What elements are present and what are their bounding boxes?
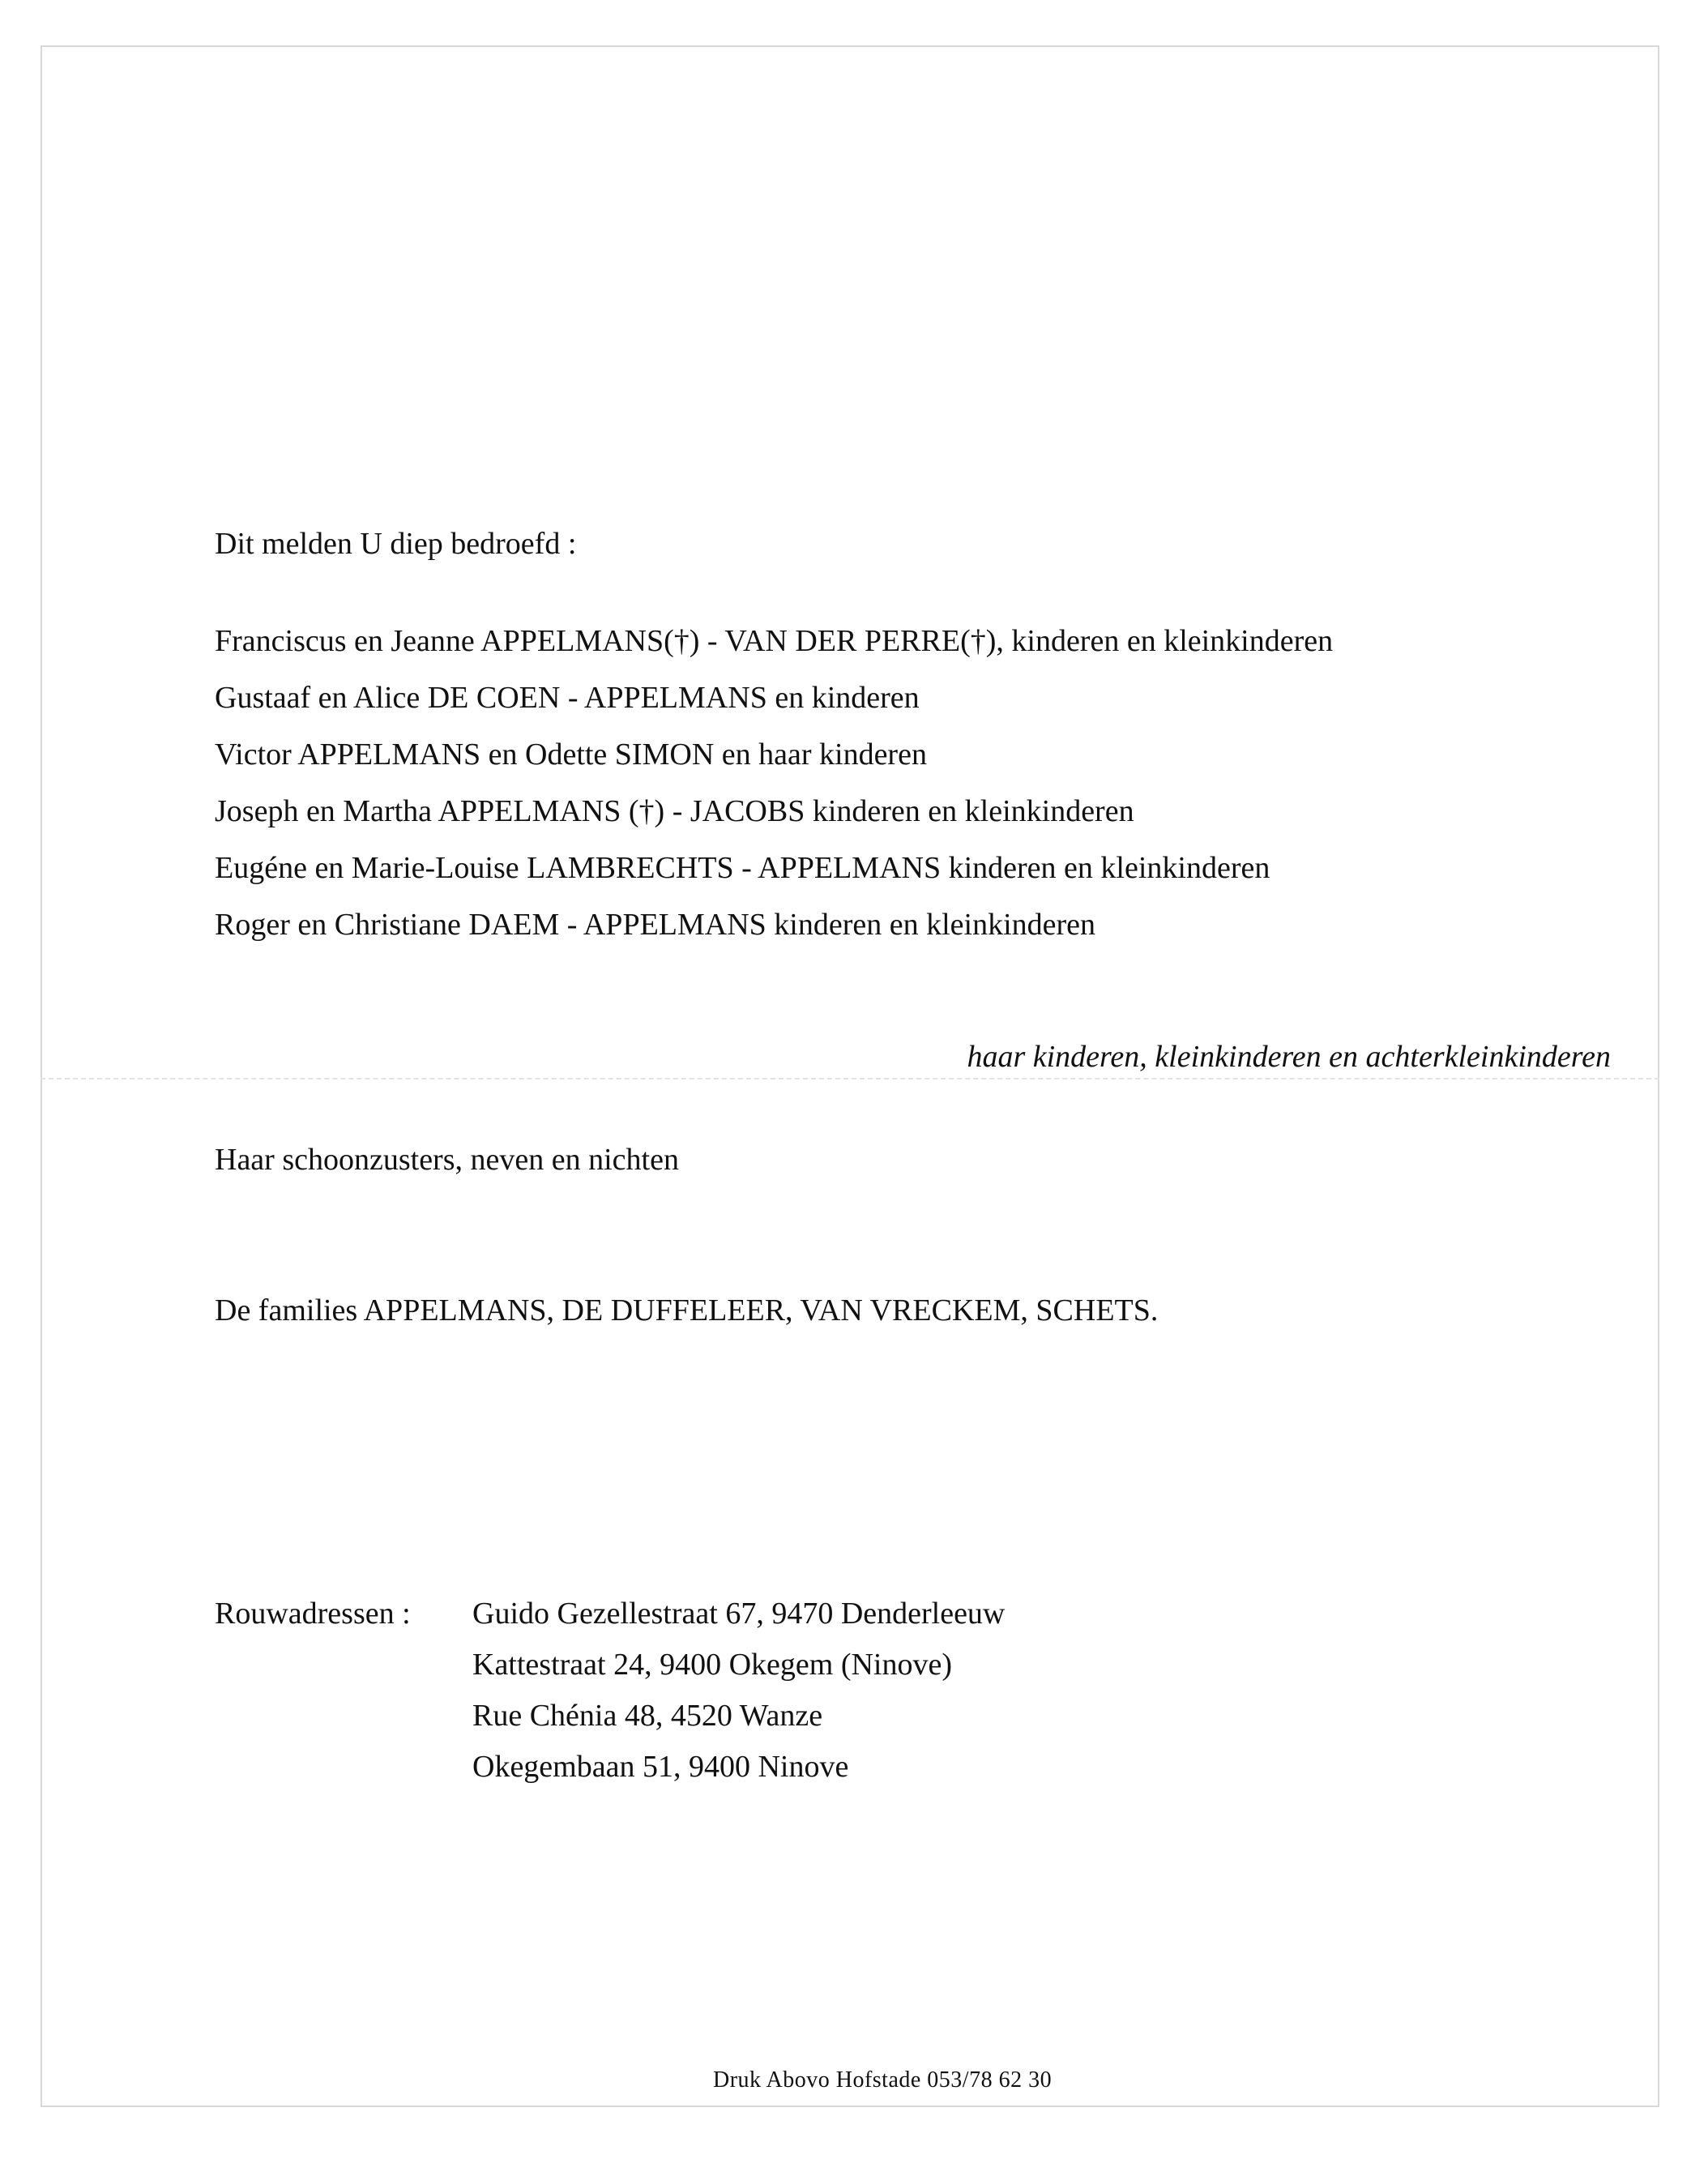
rouwadres-line: Guido Gezellestraat 67, 9470 Denderleeuw <box>472 1597 1006 1631</box>
intro-text: Dit melden U diep bedroefd : <box>215 527 577 561</box>
family-line: Victor APPELMANS en Odette SIMON en haar kinderen <box>215 737 927 772</box>
rouwadres-line: Kattestraat 24, 9400 Okegem (Ninove) <box>472 1648 952 1682</box>
family-line: Joseph en Martha APPELMANS (†) - JACOBS kinderen en kleinkinderen <box>215 794 1134 828</box>
family-line: Roger en Christiane DAEM - APPELMANS kinderen en kleinkinderen <box>215 908 1096 942</box>
rouwadressen-label: Rouwadressen : <box>215 1597 411 1631</box>
card-border <box>41 45 1659 2107</box>
family-line: Gustaaf en Alice DE COEN - APPELMANS en kinderen <box>215 681 920 715</box>
families-line: De families APPELMANS, DE DUFFELEER, VAN VRECKEM, SCHETS. <box>215 1293 1159 1327</box>
rouwadres-line: Rue Chénia 48, 4520 Wanze <box>472 1699 823 1733</box>
family-line: Eugéne en Marie-Louise LAMBRECHTS - APPELMANS kinderen en kleinkinderen <box>215 851 1270 885</box>
schoonzusters-line: Haar schoonzusters, neven en nichten <box>215 1143 679 1177</box>
printer-credit: Druk Abovo Hofstade 053/78 62 30 <box>713 2067 1053 2093</box>
rouwadres-line: Okegembaan 51, 9400 Ninove <box>472 1750 849 1784</box>
family-line: Franciscus en Jeanne APPELMANS(†) - VAN DER PERRE(†), kinderen en kleinkinderen <box>215 624 1334 658</box>
descendants-line: haar kinderen, kleinkinderen en achterkleinkinderen <box>967 1040 1611 1074</box>
fold-line <box>41 1078 1659 1080</box>
